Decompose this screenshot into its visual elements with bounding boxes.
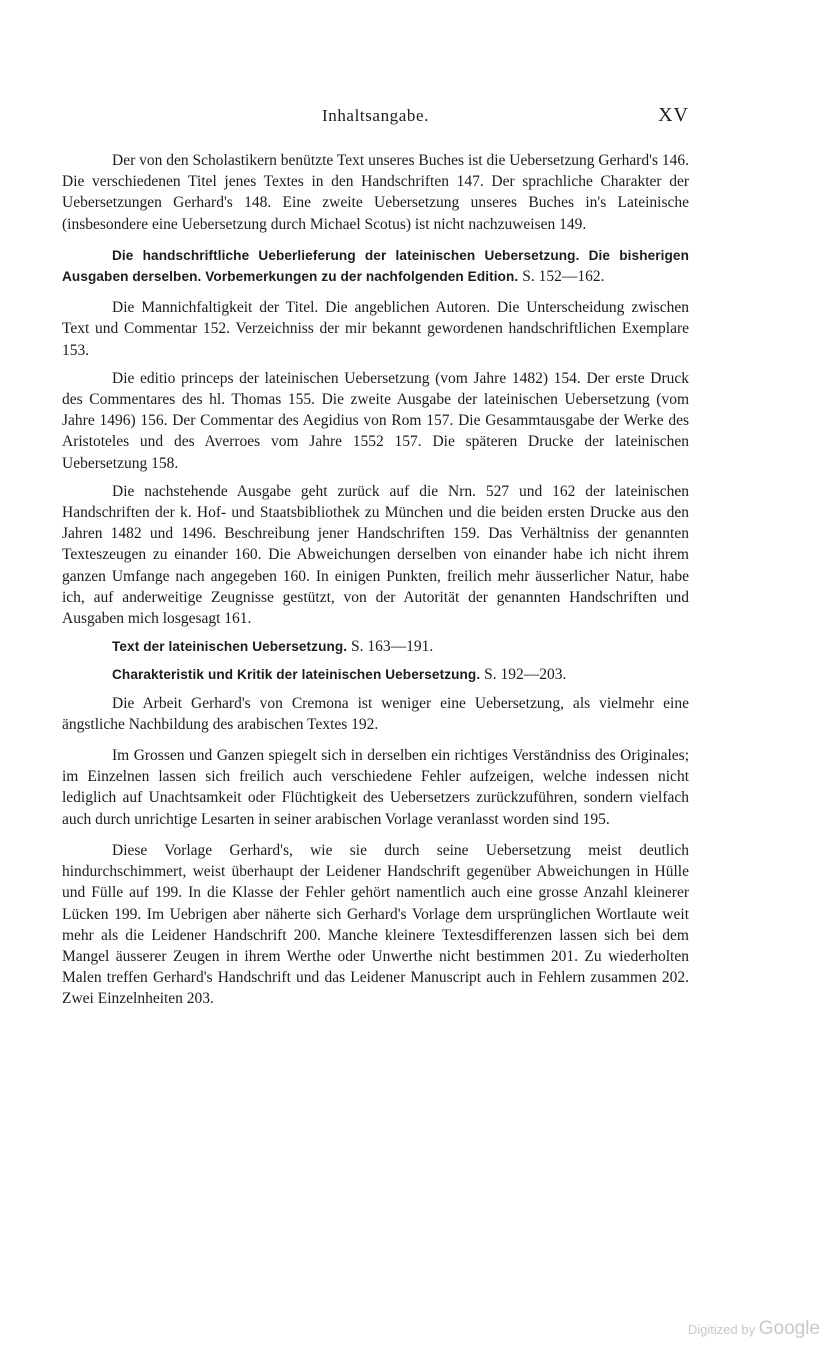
page-header	[62, 104, 689, 134]
paragraph-titel-autoren: Die Mannichfaltigkeit der Titel. Die angeblichen Autoren. Die Unterscheidung zwischen Text und Commentar 152. Verzeichniss der mir bekannt gewordenen handschriftlichen Exemplare 153.	[62, 299, 689, 359]
section-page-range: S. 192—203.	[484, 666, 567, 684]
section-page-range: S. 152—162.	[522, 268, 605, 286]
page-number: XV	[658, 104, 689, 126]
section-heading-text: Charakteristik und Kritik der lateinischen Uebersetzung.	[112, 667, 481, 683]
watermark-prefix: Digitized by	[687, 1322, 756, 1337]
paragraph-grossen-ganzen: Im Grossen und Ganzen spiegelt sich in derselben ein richtiges Verständniss des Originales; im Einzelnen lassen sich freilich auch verschiedene Fehler aufzeigen, welche indessen nicht lediglich auf Unachtsamkeit oder Flüchtigkeit des Uebersetzers zurückzuführen, sondern vielfach auch durch unrichtige Lesarten in seiner arabischen Vorlage veranlasst worden sind 195.	[62, 747, 689, 828]
running-title: Inhaltsangabe.	[321, 106, 430, 125]
watermark-brand: Google	[758, 1318, 820, 1339]
section-heading-ueberlieferung	[62, 245, 689, 287]
digitized-watermark	[688, 1318, 820, 1340]
section-heading-text: Die handschriftliche Ueberlieferung der lateinischen Uebersetzung. Die bisherigen Ausgaben derselben. Vorbemerkungen zu der nachfolgenden Edition.	[62, 247, 689, 285]
paragraph-vorlage-gerhard: Diese Vorlage Gerhard's, wie sie durch seine Uebersetzung meist deutlich hindurchschimmert, weist überhaupt der Leidener Handschrift gegenüber Abweichungen in Hülle und Fülle auf 199. In die Klasse der Fehler gehört namentlich auch eine grosse Anzahl kleinerer Lücken 199. Im Uebrigen aber näherte sich Gerhard's Vorlage dem ursprünglichen Wortlaute weit mehr als die Leidener Handschrift 200. Manche kleinere Textesdifferenzen lassen sich bei dem Mangel äusserer Zeugen in ihrem Werthe oder Unwerthe nicht bestimmen 201. Zu wiederholten Malen treffen Gerhard's Handschrift und das Leidener Manuscript auch in Fehlern zusammen 202. Zwei Einzelnheiten 203.	[62, 841, 689, 1008]
paragraph-uebersetzung-gerhard: Der von den Scholastikern benützte Text unseres Buches ist die Uebersetzung Gerhard's 146. Die verschiedenen Titel jenes Textes in den Handschriften 147. Der sprachliche Charakter der Uebersetzungen Gerhard's 148. Eine zweite Uebersetzung unseres Buches in's Lateinische (insbesondere eine Uebersetzung durch Michael Scotus) ist nicht nachzuweisen 149.	[62, 152, 689, 233]
section-heading-text: Text der lateinischen Uebersetzung.	[112, 639, 348, 655]
paragraph-nachstehende-ausgabe: Die nachstehende Ausgabe geht zurück auf die Nrn. 527 und 162 der lateinischen Handschriften der k. Hof- und Staatsbibliothek zu München und die beiden ersten Drucke aus den Jahren 1482 und 1496. Beschreibung jener Handschriften 159. Das Verhältniss der genannten Texteszeugen zu einander 160. Die Abweichungen derselben von einander habe ich nicht ihrem ganzen Umfange nach angegeben 160. In einigen Punkten, freilich mehr äusserlicher Natur, habe ich, auf anderweitige Zeugnisse gestützt, von der Autorität der genannten Handschriften und Ausgaben mich losgesagt 161.	[62, 482, 689, 628]
section-heading-charakteristik	[62, 664, 689, 685]
section-heading-text-uebersetzung	[62, 636, 689, 657]
page-body	[62, 150, 689, 1010]
paragraph-editio-princeps: Die editio princeps der lateinischen Uebersetzung (vom Jahre 1482) 154. Der erste Druck des Commentares des hl. Thomas 155. Die zweite Ausgabe der lateinischen Uebersetzung (vom Jahre 1496) 156. Der Commentar des Aegidius von Rom 157. Die Gesammtausgabe der Werke des Aristoteles und des Averroes vom Jahre 1552 157. Die späteren Drucke der lateinischen Uebersetzung 158.	[62, 369, 689, 472]
paragraph-arbeit-gerhard: Die Arbeit Gerhard's von Cremona ist weniger eine Uebersetzung, als vielmehr eine ängstliche Nachbildung des arabischen Textes 192.	[62, 694, 689, 733]
section-page-range: S. 163—191.	[351, 638, 434, 656]
